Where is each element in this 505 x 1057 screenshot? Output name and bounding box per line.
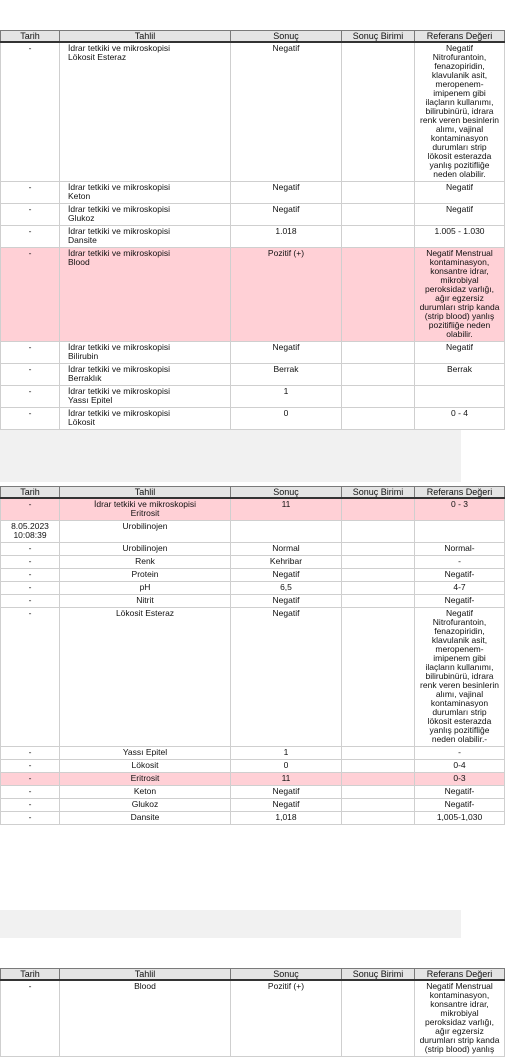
table-row [1, 386, 505, 408]
table-row [1, 226, 505, 248]
header-tarih: Tarih [1, 487, 60, 499]
cell-sonuc-birimi [342, 342, 415, 364]
cell-tarih: - [1, 226, 60, 248]
cell-referans: 1,005-1,030 [415, 812, 505, 825]
cell-tahlil: Keton [60, 786, 231, 799]
cell-tarih: - [1, 812, 60, 825]
cell-sonuc: Berrak [231, 364, 342, 386]
header-sonuc: Sonuç [231, 31, 342, 43]
cell-sonuc-birimi [342, 498, 415, 521]
table-row [1, 204, 505, 226]
header-tahlil: Tahlil [60, 31, 231, 43]
cell-tarih: - [1, 747, 60, 760]
cell-sonuc: Kehribar [231, 556, 342, 569]
cell-sonuc: Negatif [231, 342, 342, 364]
cell-sonuc: 11 [231, 773, 342, 786]
cell-tarih: - [1, 569, 60, 582]
table-row [1, 521, 505, 543]
cell-referans: Negatif [415, 342, 505, 364]
cell-tahlil: İdrar tetkiki ve mikroskopisi Berraklık [60, 364, 231, 386]
table-row [1, 543, 505, 556]
page-gap-2 [0, 910, 461, 938]
cell-tarih: - [1, 595, 60, 608]
cell-sonuc-birimi [342, 386, 415, 408]
cell-sonuc: Negatif [231, 799, 342, 812]
cell-sonuc-birimi [342, 408, 415, 430]
cell-tahlil: İdrar tetkiki ve mikroskopisi Eritrosit [60, 498, 231, 521]
header-sonuc-birimi: Sonuç Birimi [342, 31, 415, 43]
cell-sonuc: Negatif [231, 569, 342, 582]
cell-tarih: - [1, 556, 60, 569]
header-sonuc: Sonuç [231, 969, 342, 981]
cell-sonuc-birimi [342, 364, 415, 386]
table-row [1, 799, 505, 812]
table-row [1, 980, 505, 1057]
results-table-page-1 [0, 30, 505, 430]
table-row [1, 595, 505, 608]
cell-referans: 0 - 4 [415, 408, 505, 430]
results-table-page-3 [0, 968, 505, 1057]
cell-referans [415, 521, 505, 543]
cell-sonuc-birimi [342, 747, 415, 760]
cell-tarih: - [1, 364, 60, 386]
cell-referans: 4-7 [415, 582, 505, 595]
cell-sonuc-birimi [342, 42, 415, 182]
cell-referans: 0-3 [415, 773, 505, 786]
cell-tahlil: İdrar tetkiki ve mikroskopisi Lökosit Esteraz [60, 42, 231, 182]
cell-sonuc: 11 [231, 498, 342, 521]
cell-referans: Negatif- [415, 595, 505, 608]
table-row [1, 608, 505, 747]
cell-tarih: - [1, 204, 60, 226]
cell-tarih: - [1, 582, 60, 595]
cell-tahlil: Urobilinojen [60, 543, 231, 556]
cell-sonuc-birimi [342, 569, 415, 582]
cell-sonuc-birimi [342, 773, 415, 786]
cell-sonuc-birimi [342, 595, 415, 608]
cell-referans: Negatif Menstrual kontaminasyon, konsantre idrar, mikrobiyal peroksidaz varlığı, ağır egzersiz durumları strip kanda (strip blood) yanlış [415, 980, 505, 1057]
cell-referans: 1.005 - 1.030 [415, 226, 505, 248]
cell-referans: - [415, 556, 505, 569]
cell-tarih: - [1, 498, 60, 521]
cell-tarih: - [1, 248, 60, 342]
cell-sonuc: Negatif [231, 786, 342, 799]
header-tarih: Tarih [1, 969, 60, 981]
cell-tarih: - [1, 42, 60, 182]
cell-tarih: - [1, 342, 60, 364]
cell-tarih: - [1, 786, 60, 799]
cell-sonuc: 0 [231, 760, 342, 773]
header-sonuc-birimi: Sonuç Birimi [342, 969, 415, 981]
cell-sonuc: 1,018 [231, 812, 342, 825]
cell-sonuc-birimi [342, 521, 415, 543]
table-row [1, 408, 505, 430]
cell-sonuc-birimi [342, 182, 415, 204]
cell-sonuc: Normal [231, 543, 342, 556]
cell-tahlil: İdrar tetkiki ve mikroskopisi Bilirubin [60, 342, 231, 364]
cell-tahlil: pH [60, 582, 231, 595]
table-row [1, 786, 505, 799]
cell-tahlil: Lökosit [60, 760, 231, 773]
cell-sonuc-birimi [342, 543, 415, 556]
table-row [1, 773, 505, 786]
header-sonuc: Sonuç [231, 487, 342, 499]
cell-tahlil: Dansite [60, 812, 231, 825]
header-referans: Referans Değeri [415, 969, 505, 981]
cell-tahlil: Urobilinojen [60, 521, 231, 543]
table-row [1, 582, 505, 595]
cell-sonuc: Negatif [231, 595, 342, 608]
results-table-page-2 [0, 486, 505, 825]
cell-referans: Negatif Nitrofurantoin, fenazopiridin, klavulanik asit, meropenem- imipenem gibi ilaçların kullanımı, bilirubinürü, idrara renk veren besinlerin alımı, vajinal kontaminasyon durumları strip lökosit esterazda yanlış pozitifliğe neden olabilir. [415, 42, 505, 182]
table-row [1, 342, 505, 364]
cell-sonuc: Negatif [231, 182, 342, 204]
header-tahlil: Tahlil [60, 487, 231, 499]
cell-sonuc [231, 521, 342, 543]
cell-sonuc-birimi [342, 582, 415, 595]
cell-sonuc: Negatif [231, 204, 342, 226]
cell-referans: Negatif- [415, 786, 505, 799]
cell-sonuc-birimi [342, 204, 415, 226]
cell-referans: - [415, 747, 505, 760]
table-header-row [1, 31, 505, 43]
table-header-row [1, 487, 505, 499]
header-tarih: Tarih [1, 31, 60, 43]
cell-sonuc: 1 [231, 747, 342, 760]
cell-sonuc: 1 [231, 386, 342, 408]
cell-sonuc-birimi [342, 226, 415, 248]
cell-tahlil: Yassı Epitel [60, 747, 231, 760]
cell-tarih: - [1, 760, 60, 773]
cell-sonuc-birimi [342, 786, 415, 799]
table-row [1, 812, 505, 825]
cell-referans: Negatif- [415, 569, 505, 582]
cell-tahlil: İdrar tetkiki ve mikroskopisi Glukoz [60, 204, 231, 226]
table-row [1, 760, 505, 773]
cell-tahlil: Lökosit Esteraz [60, 608, 231, 747]
cell-referans [415, 386, 505, 408]
header-referans: Referans Değeri [415, 487, 505, 499]
cell-tarih: - [1, 182, 60, 204]
cell-referans: Normal- [415, 543, 505, 556]
cell-referans: Negatif [415, 182, 505, 204]
cell-sonuc-birimi [342, 799, 415, 812]
cell-referans: 0-4 [415, 760, 505, 773]
cell-tarih: - [1, 608, 60, 747]
cell-tahlil: İdrar tetkiki ve mikroskopisi Blood [60, 248, 231, 342]
cell-sonuc-birimi [342, 812, 415, 825]
page-gap-1 [0, 430, 461, 482]
cell-tahlil: Glukoz [60, 799, 231, 812]
cell-referans: Berrak [415, 364, 505, 386]
header-sonuc-birimi: Sonuç Birimi [342, 487, 415, 499]
cell-sonuc: 6,5 [231, 582, 342, 595]
table-row [1, 248, 505, 342]
table-row [1, 747, 505, 760]
cell-sonuc: Pozitif (+) [231, 980, 342, 1057]
cell-tahlil: Blood [60, 980, 231, 1057]
cell-referans: Negatif [415, 204, 505, 226]
cell-referans: Negatif Nitrofurantoin, fenazopiridin, klavulanik asit, meropenem- imipenem gibi ilaçların kullanımı, bilirubinürü, idrara renk veren besinlerin alımı, vajinal kontaminasyon durumları strip lökosit esterazda yanlış pozitifliğe neden olabilir.- [415, 608, 505, 747]
table-row [1, 498, 505, 521]
cell-tahlil: İdrar tetkiki ve mikroskopisi Lökosit [60, 408, 231, 430]
cell-sonuc-birimi [342, 556, 415, 569]
cell-sonuc: Pozitif (+) [231, 248, 342, 342]
cell-tahlil: Renk [60, 556, 231, 569]
header-tahlil: Tahlil [60, 969, 231, 981]
cell-sonuc: 1.018 [231, 226, 342, 248]
table-row [1, 42, 505, 182]
cell-referans: 0 - 3 [415, 498, 505, 521]
cell-tahlil: Protein [60, 569, 231, 582]
cell-sonuc-birimi [342, 248, 415, 342]
cell-tarih: - [1, 799, 60, 812]
cell-tarih: - [1, 543, 60, 556]
cell-tahlil: İdrar tetkiki ve mikroskopisi Yassı Epitel [60, 386, 231, 408]
cell-referans: Negatif Menstrual kontaminasyon, konsantre idrar, mikrobiyal peroksidaz varlığı, ağır egzersiz durumları strip kanda (strip blood) yanlış pozitifliğe neden olabilir. [415, 248, 505, 342]
cell-sonuc-birimi [342, 980, 415, 1057]
cell-sonuc: 0 [231, 408, 342, 430]
cell-sonuc: Negatif [231, 42, 342, 182]
cell-sonuc: Negatif [231, 608, 342, 747]
cell-tarih: - [1, 408, 60, 430]
cell-tarih: 8.05.2023 10:08:39 [1, 521, 60, 543]
cell-tarih: - [1, 386, 60, 408]
table-row [1, 556, 505, 569]
cell-sonuc-birimi [342, 608, 415, 747]
cell-referans: Negatif- [415, 799, 505, 812]
cell-tarih: - [1, 980, 60, 1057]
header-referans: Referans Değeri [415, 31, 505, 43]
table-header-row [1, 969, 505, 981]
cell-tarih: - [1, 773, 60, 786]
cell-tahlil: Eritrosit [60, 773, 231, 786]
table-row [1, 182, 505, 204]
table-row [1, 569, 505, 582]
table-row [1, 364, 505, 386]
cell-tahlil: Nitrit [60, 595, 231, 608]
cell-tahlil: İdrar tetkiki ve mikroskopisi Keton [60, 182, 231, 204]
cell-sonuc-birimi [342, 760, 415, 773]
cell-tahlil: İdrar tetkiki ve mikroskopisi Dansite [60, 226, 231, 248]
